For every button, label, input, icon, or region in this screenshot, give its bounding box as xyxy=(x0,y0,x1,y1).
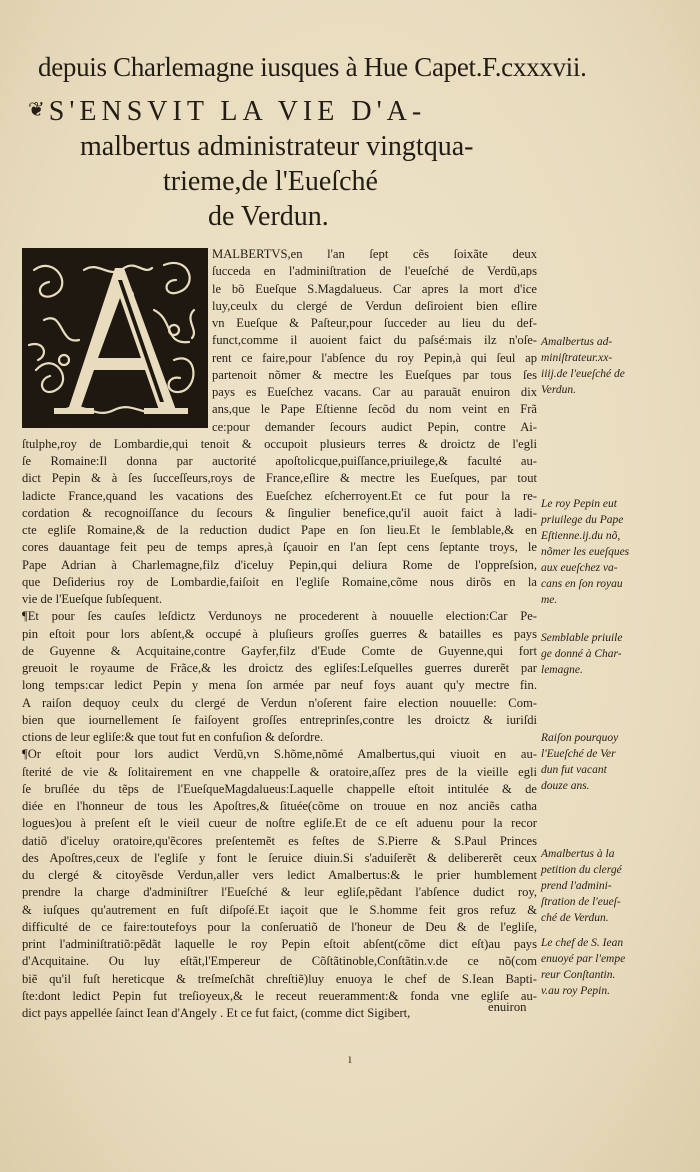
body-line: cte egliſe Romaine,& de la reduction dudict Pape en ſon lieu.Et le ſemblable,& en xyxy=(22,523,537,537)
title-line-4: de Verdun. xyxy=(208,201,329,232)
body-line: biẽ qu'il fuſt hereticque & treſmeſchãt chreſtiẽ)luy enuoya le chef de S.Iean Bapti- xyxy=(22,971,537,986)
margin-note-line: lemagne. xyxy=(541,664,583,676)
margin-note-line: Semblable priuile xyxy=(541,632,623,644)
margin-note-line: Le chef de S. Iean xyxy=(541,937,624,949)
margin-note-line: Verdun. xyxy=(541,384,577,396)
body-line: que Deſiderius roy de Lombardie,faiſoit en l'egliſe Romaine,cõme nous dirõs en la xyxy=(22,574,537,589)
body-line: le bõ Eueſque S.Magdalueus. Car apres la mort d'ice xyxy=(212,281,537,296)
body-line: logues)ou à preſent eſt le vieil cueur de noſtre egliſe.Et de ce eſt aduenu pour la recor xyxy=(22,816,537,831)
margin-note xyxy=(541,846,691,926)
margin-note-line: reur Conſtantin. xyxy=(541,969,616,981)
body-line: MALBERTVS,en l'an ſept cẽs ſoixãte deux xyxy=(212,247,537,261)
body-line: ſterité de vie & ſolitairement en vne chappelle & oratoire,aſſez pres de la vieille egli xyxy=(22,764,537,779)
margin-note-line: aux eueſchez va- xyxy=(541,562,618,574)
body-line: ſe bruſlée du tẽps de l'EueſqueMagdalueus:Laquelle chappelle eſtoit intitulée & de xyxy=(22,781,537,796)
margin-note-line: me. xyxy=(541,594,558,606)
margin-note-line: Raiſon pourquoy xyxy=(541,732,619,744)
body-line: Pape Adrian à Charlemagne,filz d'iceluy Pepin,qui deliura Rome de l'oppreſsion, xyxy=(22,557,537,572)
body-line: ans,que le Pape Eſtienne ſecõd du nom veint en Frã xyxy=(212,402,537,417)
body-line: partenoit nõmer & mectre les Eueſques par tous ſes xyxy=(212,367,537,382)
margin-note-line: ché de Verdun. xyxy=(541,912,609,924)
body-line: bien que iournellement ſe faiſoyent groſſes entreprinſes,contre les droictz & iuriſdi xyxy=(22,712,537,727)
margin-note-line: prend l'admini- xyxy=(541,880,612,892)
margin-note-line: nõmer les eueſques xyxy=(541,546,630,558)
body-line: datiõ d'iceluy oratoire,qu'ẽcores preſentemẽt es feſtes de S.Pierre & S.Paul Princes xyxy=(22,833,537,848)
body-line: ¶Or eſtoit pour lors audict Verdũ,vn S.hõme,nõmé Amalbertus,qui viuoit en au- xyxy=(22,747,537,762)
chapter-title xyxy=(28,93,548,234)
running-head: depuis Charlemagne iusques à Hue Capet.F.cxxxvii. xyxy=(38,52,587,82)
margin-note-line: enuoyé par l'empe xyxy=(541,953,626,965)
body-line: ladicte France,quand les vacations des Eueſchez eſcherroyent.Et ce fut pour la re- xyxy=(22,488,537,503)
body-line: dict Pepin & à ſes ſucceſſeurs,roys de France,eſlire & mectre les Eueſques, par tout xyxy=(22,471,537,486)
title-line-1-text: S'ENSVIT LA VIE D'A- xyxy=(48,96,427,127)
body-line: pays es Eueſchez vacans. Car au parauãt enuiron dix xyxy=(212,385,537,399)
body-line: ctions de leur egliſe:& que tout fut en confuſion & deſordre. xyxy=(22,730,324,744)
body-line: cores dauantage feit peu de temps apres,à ſçauoir en l'an ſept cens ſeptante troys, le xyxy=(22,540,537,555)
body-line: long temps:car ledict Pepin y mena ſon armée par neuf foys auant qu'y mectre fin. xyxy=(22,678,537,693)
margin-note xyxy=(541,334,691,398)
body-line: vn Eueſque & Paſteur,pour ſucceder au lieu du def- xyxy=(212,316,537,330)
body-line: de Guyenne & Acquitaine,contre Gayfer,filz d'Eude Comte de Guyenne,qui fort xyxy=(22,643,537,658)
title-line-1 xyxy=(28,93,548,129)
catchword: enuiron xyxy=(488,1000,527,1014)
margin-note-line: miniſtrateur.xx- xyxy=(541,352,613,364)
margin-note-line: dun fut vacant xyxy=(541,764,607,776)
margin-note-line: Le roy Pepin eut xyxy=(541,498,617,510)
body-line: & iuſques qu'autrement en fuſt diſpoſé.Et iaçoit que le S.homme feit gros refuz & xyxy=(22,902,537,917)
body-text xyxy=(22,246,537,1022)
body-line: ſe Romaine:Il donna par auctorité apoſtolicque,puiſſance,priuilege,& faculté au- xyxy=(22,454,537,468)
body-line: ſte:dont ledict Pepin fut treſioyeux,& le receut reueramment:& fonda vne egliſe au- xyxy=(22,988,537,1003)
margin-note-line: ge donné à Char- xyxy=(541,648,622,660)
fleuron-ornament-icon: ❦ xyxy=(28,99,45,121)
margin-note-line: priuilege du Pape xyxy=(541,514,624,526)
body-line: d'Acquitaine. Ou luy eſtãt,l'Empereur de Cõſtãtinoble,Conſtãtin.v.de ce nõ(com xyxy=(22,954,537,969)
title-line-2: malbertus administrateur vingtqua- xyxy=(80,131,474,162)
body-line: prendre la charge d'adminiſtrer l'Eueſché & leur egliſe,pẽdant l'abſence dudict roy, xyxy=(22,885,537,900)
body-line: ſtulphe,roy de Lombardie,qui tenoit & occupoit plusieurs terres & droictz de l'egli xyxy=(22,436,537,451)
margin-note-line: l'Eueſché de Ver xyxy=(541,748,616,760)
margin-note-line: douze ans. xyxy=(541,780,590,792)
body-line: difficulté de ce faire:toutefoys pour la conſeruatiõ de l'honeur de Deu & de l'egliſe, xyxy=(22,919,537,934)
margin-note-line: iiij.de l'eueſché de xyxy=(541,368,625,380)
body-line: diée en l'honneur de tous les Apoſtres,& ſituée(cõme on trouue en noz anciẽs catha xyxy=(22,799,537,813)
body-line: pin eſtoit pour lors abſent,& occupé à pluſieurs groſſes guerres & batailles es pays xyxy=(22,626,537,641)
margin-note-line: v.au roy Pepin. xyxy=(541,985,610,997)
body-line: luy,ceulx du clergé de Verdun deſiroient bien eſlire xyxy=(212,298,537,313)
body-line: funct,comme il auoient faict du paſsé:mais ilz n'oſe- xyxy=(212,333,537,348)
margin-note-line: ſtration de l'eueſ- xyxy=(541,896,621,908)
body-line: rent ce faire,pour l'abſence du roy Pepin,à qui ſeul ap xyxy=(212,350,537,365)
margin-note xyxy=(541,935,691,999)
body-line: A raiſon dequoy ceulx du clergé de Verdun n'oſerent faire election nouuelle: Com- xyxy=(22,695,537,710)
body-line: ¶Et pour ſes cauſes leſdictz Verdunoys ne procederent à nouuelle election:Car Pe- xyxy=(22,609,537,624)
margin-note-line: Eſtienne.ij.du nõ, xyxy=(541,530,621,542)
body-line: ce:pour demander ſecours audict Pepin, contre Ai- xyxy=(212,419,537,434)
body-line: dict pays appellée ſainct Iean d'Angely . Et ce fut faict, (comme dict Sigibert, xyxy=(22,1006,411,1020)
body-line: greuoit le royaume de Frãce,& les droictz des egliſes:Leſquelles guerres durerẽt par xyxy=(22,661,537,675)
body-line: du clergé & citoyẽsde Verdun,aller vers ledict Amalbertus:& le prier humblement xyxy=(22,868,537,882)
margin-note-line: petition du clergé xyxy=(541,864,622,876)
margin-note-line: cans en ſon royau xyxy=(541,578,623,590)
margin-note xyxy=(541,630,691,678)
page-mark: ı xyxy=(348,1052,352,1067)
body-line: vie de l'Eueſque ſubſequent. xyxy=(22,592,163,606)
body-line: cordation & recognoiſſance du ſecours & ſingulier benefice,qu'il auoit faict à ladi- xyxy=(22,505,537,520)
body-line: print l'adminiſtratiõ:pẽdãt laquelle le roy Pepin eſtoit abſent(cõme dict eſt)au pays xyxy=(22,937,537,951)
margin-note-line: Amalbertus à la xyxy=(541,848,615,860)
title-line-3: trieme,de l'Eueſché xyxy=(163,166,378,197)
body-line: des Apoſtres,ceux de l'egliſe y font le ſeruice diuin.Si s'aduiſerẽt & delibererẽt ceux xyxy=(22,850,537,865)
body-line: ſucceda en l'adminiſtration de l'eueſché de Verdũ,aps xyxy=(212,264,537,279)
margin-note xyxy=(541,730,691,794)
margin-note-line: Amalbertus ad- xyxy=(541,336,613,348)
margin-note xyxy=(541,496,691,608)
